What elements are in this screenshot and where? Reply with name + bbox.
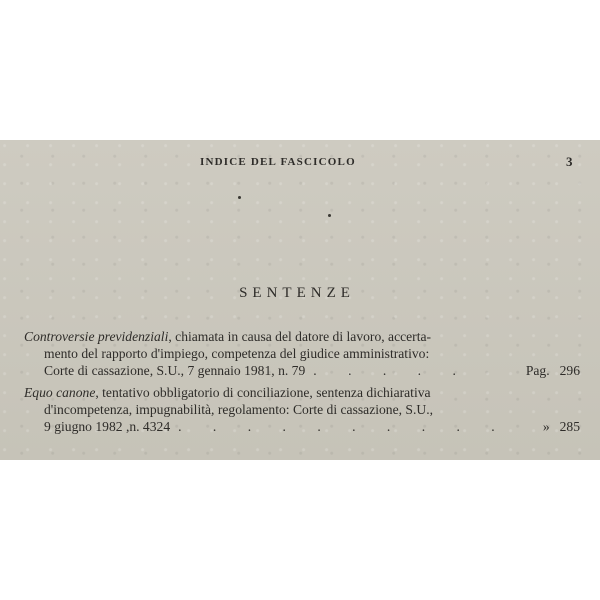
running-head: INDICE DEL FASCICOLO [200,156,356,168]
entry-line: d'incompetenza, impugnabilità, regolamento: Corte di cassazione, S.U., [44,402,434,417]
entry-text: , chiamata in causa del datore di lavoro, accerta- [168,329,432,344]
entry-page-ref [526,362,580,379]
section-title-text: SENTENZE [239,285,355,301]
page-number: 3 [566,154,573,169]
entry-citation: 9 giugno 1982 ,n. 4324 [44,419,171,434]
entry-page-number: 296 [559,363,580,378]
page-prefix: Pag. [525,363,550,378]
entry-line [44,362,470,379]
entry-citation: Corte di cassazione, S.U., 7 gennaio 1981, n. 79 [44,363,306,378]
entry-keyword: Controversie previdenziali [24,329,169,344]
paper-speck [328,214,331,217]
index-page [0,140,600,460]
index-entry [24,384,580,435]
entry-page-number: 285 [559,419,580,434]
entry-text: , tentativo obbligatorio di conciliazione, sentenza dichiarativa [95,385,431,400]
leader-dots: . . . . . . . . . . [178,419,509,434]
entry-line: mento del rapporto d'impiego, competenza del giudice amministrativo: [44,346,430,361]
entry-line [24,384,580,401]
entry-keyword: Equo canone [24,385,96,400]
section-title [0,285,600,302]
entry-line [24,328,580,345]
entry-page-ref [543,418,580,435]
paper-speck [238,196,241,199]
index-entry [24,328,580,379]
entry-line [44,418,509,435]
entry-reference-row [24,418,580,435]
page-prefix: » [542,419,550,434]
leader-dots: . . . . . [313,363,470,378]
entry-reference-row [24,362,580,379]
